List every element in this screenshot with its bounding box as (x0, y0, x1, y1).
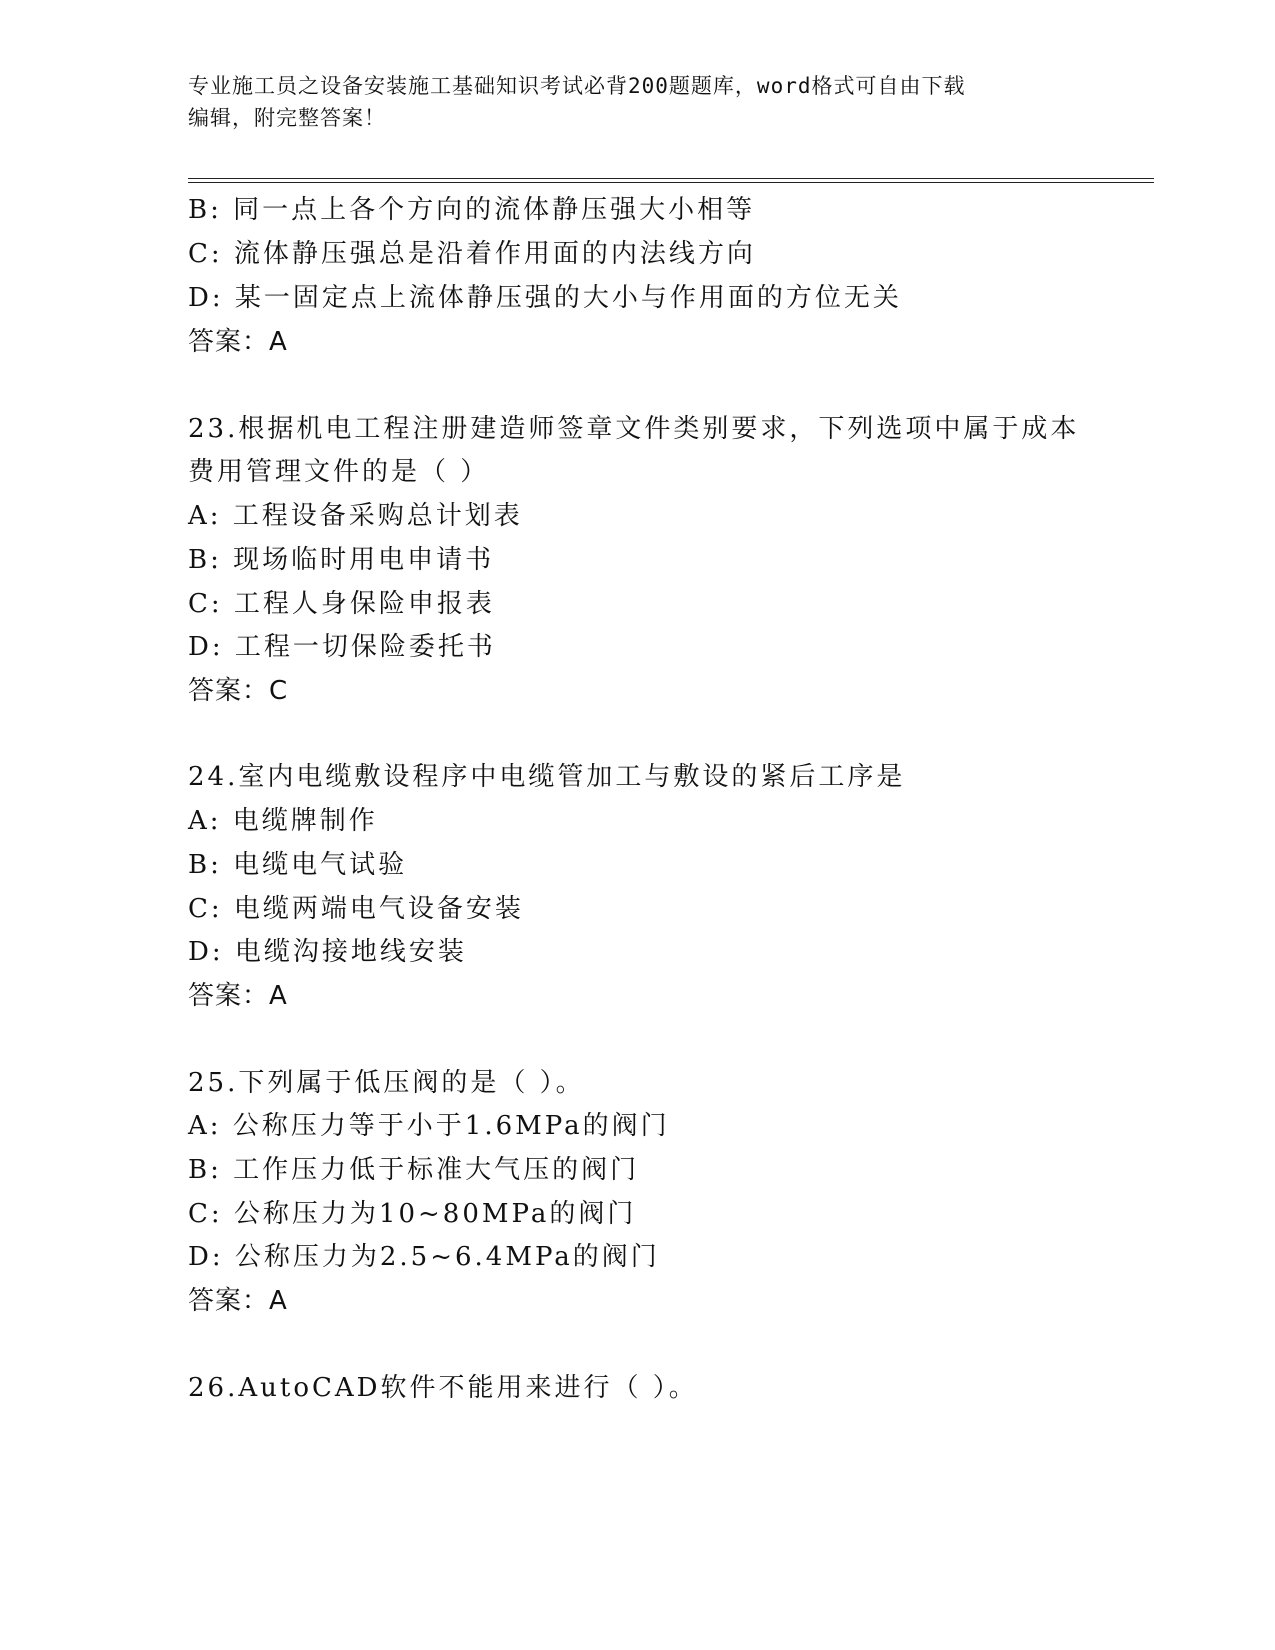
q25-answer: 答案：A (188, 1286, 288, 1316)
q25-option-c: C: 公称压力为10~80MPa的阀门 (188, 1199, 637, 1229)
prev-question-answer: 答案：A (188, 327, 288, 357)
prev-question-option-b: B: 同一点上各个方向的流体静压强大小相等 (188, 195, 756, 225)
q24-stem: 24.室内电缆敷设程序中电缆管加工与敷设的紧后工序是 (188, 762, 906, 792)
header-divider-top (188, 178, 1154, 179)
q24-option-d: D: 电缆沟接地线安装 (188, 937, 467, 967)
q26-stem: 26.AutoCAD软件不能用来进行（ ）。 (188, 1373, 698, 1403)
header-divider-bottom (188, 182, 1154, 183)
q23-option-b: B: 现场临时用电申请书 (188, 545, 495, 575)
prev-question-option-d: D: 某一固定点上流体静压强的大小与作用面的方位无关 (188, 283, 902, 313)
q23-stem-line1: 23.根据机电工程注册建造师签章文件类别要求，下列选项中属于成本 (188, 414, 1080, 444)
q24-option-b: B: 电缆电气试验 (188, 850, 408, 880)
header-title-line1: 专业施工员之设备安装施工基础知识考试必背200题题库，word格式可自由下载 (188, 74, 966, 98)
q25-option-d: D: 公称压力为2.5~6.4MPa的阀门 (188, 1242, 660, 1272)
header-title-line2: 编辑，附完整答案！ (188, 106, 386, 130)
q24-answer: 答案：A (188, 981, 288, 1011)
q23-stem-line2: 费用管理文件的是（ ） (188, 457, 490, 487)
q23-answer: 答案：C (188, 676, 289, 706)
q24-option-a: A: 电缆牌制作 (188, 806, 378, 836)
q25-option-a: A: 公称压力等于小于1.6MPa的阀门 (188, 1111, 670, 1141)
prev-question-option-c: C: 流体静压强总是沿着作用面的内法线方向 (188, 239, 756, 269)
q23-option-d: D: 工程一切保险委托书 (188, 632, 496, 662)
q25-option-b: B: 工作压力低于标准大气压的阀门 (188, 1155, 640, 1185)
q23-option-a: A: 工程设备采购总计划表 (188, 501, 523, 531)
q24-option-c: C: 电缆两端电气设备安装 (188, 894, 524, 924)
document-header (188, 70, 1088, 134)
q23-option-c: C: 工程人身保险申报表 (188, 589, 495, 619)
q25-stem: 25.下列属于低压阀的是（ ）。 (188, 1068, 585, 1098)
